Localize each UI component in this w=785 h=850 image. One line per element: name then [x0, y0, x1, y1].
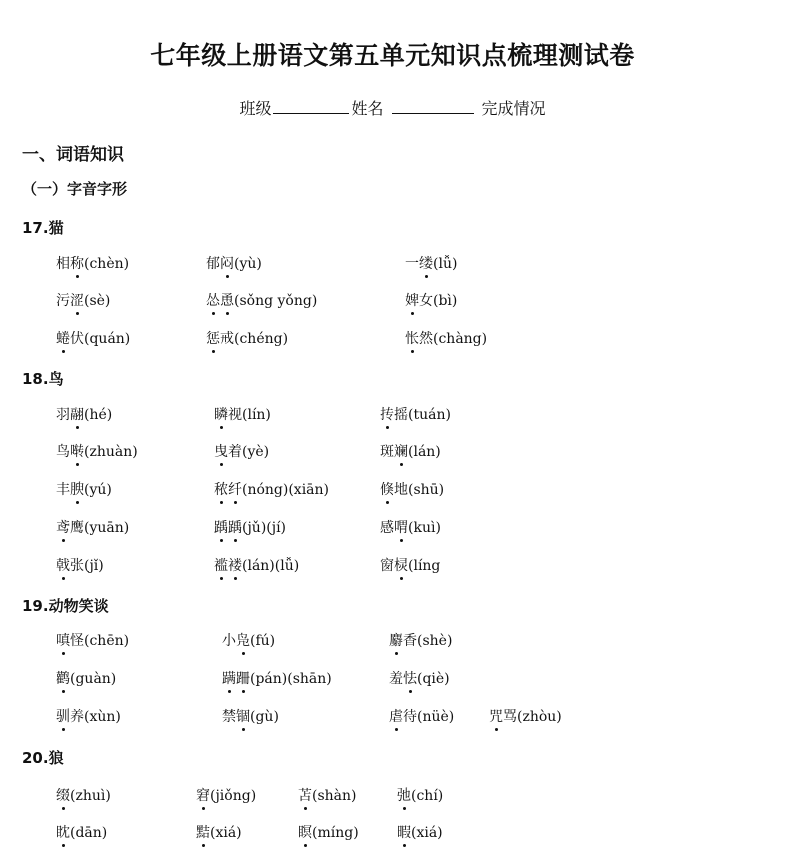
pinyin-text: (sè) [84, 293, 111, 309]
pinyin-item [380, 479, 444, 499]
dotted-char: 瞵 [214, 404, 228, 424]
pinyin-text: 女(bì) [419, 293, 458, 309]
pinyin-item [298, 785, 357, 805]
dotted-char: 怂 [206, 290, 220, 310]
pinyin-item [56, 706, 121, 726]
word-part: 小 [222, 633, 236, 649]
dotted-char: 秾 [214, 479, 228, 499]
dotted-char: 戟 [56, 555, 70, 575]
word-part: 感 [380, 520, 394, 536]
dotted-chars [206, 293, 234, 309]
pinyin-text: 待(nüè) [403, 709, 455, 725]
pinyin-text: 地(shū) [394, 482, 445, 498]
pinyin-text: 怪(chēn) [70, 633, 130, 649]
pinyin-item [222, 630, 275, 650]
dotted-chars [56, 709, 70, 725]
dotted-chars [56, 558, 70, 574]
word-part: 羽 [56, 407, 70, 423]
dotted-chars [394, 520, 408, 536]
dotted-chars [220, 256, 234, 272]
dotted-char: 暇 [397, 822, 411, 842]
pinyin-text: (chèn) [84, 256, 130, 272]
dotted-char: 弛 [397, 785, 411, 805]
dotted-char: 纤 [228, 479, 242, 499]
pinyin-text: (gù) [250, 709, 279, 725]
dotted-chars [236, 709, 250, 725]
dotted-chars [56, 788, 70, 804]
dotted-char: 闷 [220, 253, 234, 273]
dotted-chars [56, 671, 70, 687]
dotted-chars [397, 825, 411, 841]
pinyin-text: 张(jǐ) [70, 558, 104, 574]
pinyin-item [397, 822, 443, 842]
student-info-row [0, 96, 785, 119]
dotted-char: 踽 [214, 517, 228, 537]
dotted-char: 缕 [419, 253, 433, 273]
dotted-chars [419, 256, 433, 272]
dotted-char: 踽 [228, 517, 242, 537]
pinyin-text: (hé) [84, 407, 113, 423]
pinyin-item [56, 290, 110, 310]
dotted-chars [397, 788, 411, 804]
dotted-char: 倏 [380, 479, 394, 499]
section-heading: 一、词语知识 [22, 145, 124, 165]
pinyin-item [380, 555, 440, 575]
pinyin-text: (zhuì) [70, 788, 111, 804]
dotted-chars [70, 407, 84, 423]
pinyin-text: 着(yè) [228, 444, 270, 460]
pinyin-item [56, 668, 116, 688]
pinyin-text: (lǚ) [433, 256, 458, 272]
pinyin-item [489, 706, 562, 726]
word-part: 一 [405, 256, 419, 272]
word-part: 鸟 [56, 444, 70, 460]
word-part: 禁 [222, 709, 236, 725]
dotted-char: 曳 [214, 441, 228, 461]
dotted-char: 怅 [405, 328, 419, 348]
dotted-chars [214, 520, 242, 536]
dotted-char: 怯 [403, 668, 417, 688]
dotted-chars [70, 293, 84, 309]
pinyin-text: (zhuàn) [84, 444, 138, 460]
pinyin-item [56, 441, 138, 461]
pinyin-text: 然(chàng) [419, 331, 488, 347]
dotted-chars [298, 825, 312, 841]
name-blank[interactable] [392, 99, 474, 114]
dotted-chars [56, 331, 70, 347]
pinyin-item [206, 328, 288, 348]
dotted-chars [405, 293, 419, 309]
dotted-char: 跚 [236, 668, 250, 688]
pinyin-item [214, 441, 269, 461]
pinyin-text: (míng) [312, 825, 359, 841]
pinyin-item [397, 785, 443, 805]
dotted-chars [206, 331, 220, 347]
dotted-chars [380, 407, 394, 423]
dotted-char: 蜷 [56, 328, 70, 348]
lesson-heading: 18.鸟 [22, 370, 64, 388]
pinyin-text: (pán)(shān) [250, 671, 332, 687]
pinyin-item [380, 404, 451, 424]
pinyin-item [56, 630, 129, 650]
dotted-chars [405, 331, 419, 347]
lesson-heading: 17.猫 [22, 219, 64, 237]
pinyin-text: (shàn) [312, 788, 357, 804]
pinyin-text: 养(xùn) [70, 709, 121, 725]
class-label: 班级 [239, 99, 272, 118]
pinyin-item [389, 706, 454, 726]
dotted-char: 抟 [380, 404, 394, 424]
dotted-char: 腴 [70, 479, 84, 499]
dotted-char: 虐 [389, 706, 403, 726]
dotted-char: 瞑 [298, 822, 312, 842]
pinyin-item [56, 253, 129, 273]
dotted-chars [389, 633, 403, 649]
dotted-chars [196, 788, 210, 804]
pinyin-text: (nóng)(xiān) [242, 482, 330, 498]
pinyin-text: (xiá) [210, 825, 242, 841]
pinyin-item [214, 517, 286, 537]
dotted-chars [70, 256, 84, 272]
dotted-chars [214, 407, 228, 423]
dotted-char: 苫 [298, 785, 312, 805]
dotted-chars [70, 482, 84, 498]
pinyin-text: (lán) [408, 444, 441, 460]
dotted-char: 麝 [389, 630, 403, 650]
pinyin-text: (guàn) [70, 671, 117, 687]
pinyin-text: (kuì) [408, 520, 441, 536]
dotted-char: 翮 [70, 404, 84, 424]
dotted-char: 啭 [70, 441, 84, 461]
dotted-chars [389, 709, 403, 725]
pinyin-text: 伏(quán) [70, 331, 131, 347]
pinyin-item [56, 404, 112, 424]
dotted-chars [380, 482, 394, 498]
dotted-chars [56, 825, 70, 841]
pinyin-text: 鹰(yuān) [70, 520, 130, 536]
dotted-char: 缀 [56, 785, 70, 805]
dotted-char: 驯 [56, 706, 70, 726]
pinyin-item [380, 517, 441, 537]
word-part: 相 [56, 256, 70, 272]
word-part: 羞 [389, 671, 403, 687]
dotted-char: 称 [70, 253, 84, 273]
dotted-chars [214, 482, 242, 498]
word-part: 郁 [206, 256, 220, 272]
pinyin-text: (jiǒng) [210, 788, 257, 804]
dotted-chars [298, 788, 312, 804]
pinyin-item [206, 253, 262, 273]
pinyin-item [222, 668, 332, 688]
pinyin-text: (yù) [234, 256, 262, 272]
pinyin-item [56, 822, 107, 842]
pinyin-item [214, 479, 329, 499]
dotted-chars [196, 825, 210, 841]
pinyin-item [56, 785, 111, 805]
dotted-char: 嗔 [56, 630, 70, 650]
pinyin-item [56, 517, 129, 537]
dotted-chars [403, 671, 417, 687]
dotted-char: 黠 [196, 822, 210, 842]
pinyin-item [405, 253, 457, 273]
dotted-char: 褴 [214, 555, 228, 575]
status-label: 完成情况 [481, 99, 546, 118]
dotted-char: 眈 [56, 822, 70, 842]
dotted-char: 咒 [489, 706, 503, 726]
pinyin-text: (dān) [70, 825, 108, 841]
name-label: 姓名 [351, 99, 384, 118]
dotted-chars [489, 709, 503, 725]
lesson-heading: 20.狼 [22, 749, 64, 767]
dotted-char: 斓 [394, 441, 408, 461]
dotted-chars [236, 633, 250, 649]
dotted-char: 喟 [394, 517, 408, 537]
pinyin-item [222, 706, 279, 726]
pinyin-text: 香(shè) [403, 633, 453, 649]
dotted-chars [56, 520, 70, 536]
dotted-chars [394, 444, 408, 460]
dotted-char: 凫 [236, 630, 250, 650]
pinyin-item [389, 630, 452, 650]
pinyin-text: (sǒng yǒng) [234, 293, 318, 309]
pinyin-item [389, 668, 450, 688]
dotted-chars [394, 558, 408, 574]
pinyin-text: (lán)(lǚ) [242, 558, 300, 574]
pinyin-item [298, 822, 359, 842]
pinyin-text: (líng [408, 558, 441, 574]
dotted-char: 恿 [220, 290, 234, 310]
pinyin-text: 戒(chéng) [220, 331, 289, 347]
lesson-heading: 19.动物笑谈 [22, 597, 109, 615]
subsection-heading: （一）字音字形 [22, 180, 128, 198]
dotted-char: 惩 [206, 328, 220, 348]
dotted-char: 棂 [394, 555, 408, 575]
dotted-char: 褛 [228, 555, 242, 575]
pinyin-item [380, 441, 441, 461]
page-title: 七年级上册语文第五单元知识点梳理测试卷 [150, 41, 635, 70]
pinyin-item [196, 822, 242, 842]
pinyin-text: (chí) [411, 788, 444, 804]
pinyin-item [206, 290, 317, 310]
word-part: 斑 [380, 444, 394, 460]
dotted-chars [214, 558, 242, 574]
dotted-char: 鸢 [56, 517, 70, 537]
pinyin-text: (jǔ)(jí) [242, 520, 287, 536]
pinyin-text: (fú) [250, 633, 276, 649]
dotted-chars [56, 633, 70, 649]
word-part: 污 [56, 293, 70, 309]
dotted-char: 婢 [405, 290, 419, 310]
pinyin-text: 摇(tuán) [394, 407, 451, 423]
word-part: 窗 [380, 558, 394, 574]
pinyin-text: (yú) [84, 482, 112, 498]
pinyin-item [56, 555, 104, 575]
dotted-char: 涩 [70, 290, 84, 310]
pinyin-text: 骂(zhòu) [503, 709, 562, 725]
pinyin-text: (xiá) [411, 825, 443, 841]
pinyin-item [405, 328, 487, 348]
pinyin-item [196, 785, 256, 805]
word-part: 丰 [56, 482, 70, 498]
dotted-char: 锢 [236, 706, 250, 726]
pinyin-item [214, 555, 299, 575]
pinyin-text: 视(lín) [228, 407, 271, 423]
pinyin-item [214, 404, 271, 424]
pinyin-item [405, 290, 457, 310]
dotted-chars [214, 444, 228, 460]
dotted-chars [70, 444, 84, 460]
pinyin-item [56, 479, 112, 499]
pinyin-item [56, 328, 130, 348]
pinyin-text: (qiè) [417, 671, 450, 687]
class-blank[interactable] [273, 99, 349, 114]
dotted-char: 窘 [196, 785, 210, 805]
dotted-char: 蹒 [222, 668, 236, 688]
dotted-char: 鹳 [56, 668, 70, 688]
dotted-chars [222, 671, 250, 687]
